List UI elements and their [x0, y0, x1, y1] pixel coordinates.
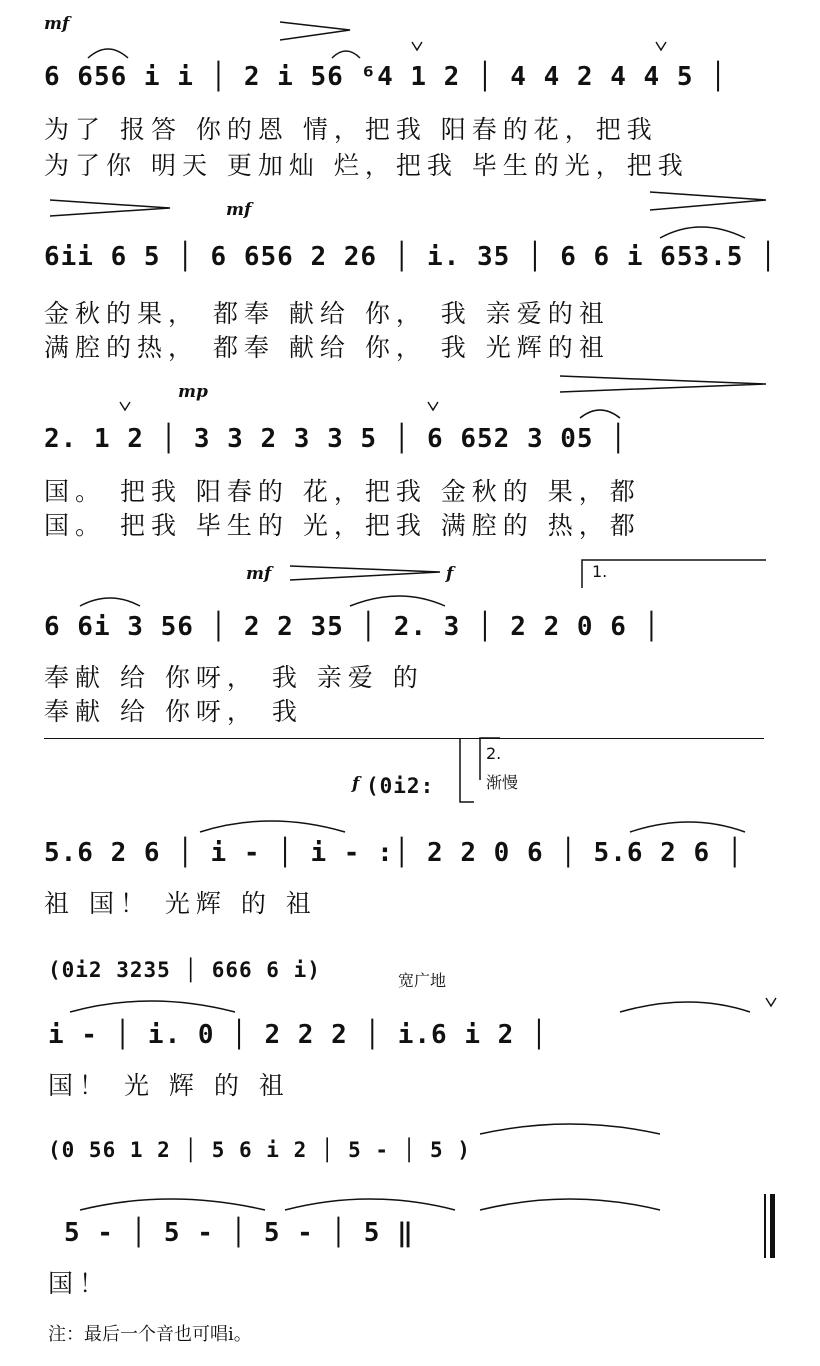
note-row: 6 656 i i │ 2 i 56 ⁶4 1 2 │ 4 4 2 4 4 5 │: [44, 62, 727, 92]
note-row: i - │ i. 0 │ 2 2 2 │ i.6 i 2 │: [48, 1020, 548, 1050]
phrase-marks: [0, 370, 820, 540]
phrase-marks: [0, 730, 820, 930]
note-row: 5 - │ 5 - │ 5 - │ 5 ‖: [64, 1218, 414, 1248]
note-row: 6ii 6 5 │ 6 656 2 26 │ i. 35 │ 6 6 i 653.5 │: [44, 242, 777, 272]
dynamic-mark: mf: [226, 200, 252, 220]
staff-system-1: [0, 0, 820, 190]
volta-label: 1.: [592, 562, 608, 581]
tempo-mark: 宽广地: [398, 971, 447, 990]
final-barline: [770, 1194, 775, 1258]
dynamic-mark: mp: [178, 382, 208, 402]
staff-system-5: [0, 730, 820, 930]
staff-system-7: [0, 1100, 820, 1300]
lyric-line-2: 国。 把我 毕生的 光，把我 满腔的 热，都: [44, 511, 641, 540]
lyric-line-1: 为了 报答 你的恩 情，把我 阳春的花，把我: [44, 115, 658, 144]
lyric-line-1: 国。 把我 阳春的 花，把我 金秋的 果，都: [44, 477, 641, 506]
lyric-line-1: 国！: [48, 1269, 111, 1298]
lyric-line-1: 祖 国！ 光辉 的 祖: [44, 889, 317, 918]
phrase-marks: [0, 0, 820, 190]
note-row: 6 6i 3 56 │ 2 2 35 │ 2. 3 │ 2 2 0 6 │: [44, 612, 661, 642]
interlude-notes: (0i2 3235 │ 666 6 i): [48, 958, 321, 982]
dynamic-mark: f: [352, 774, 360, 794]
lyric-line-1: 国！ 光 辉 的 祖: [48, 1071, 290, 1100]
lyric-line-2: 为了你 明天 更加灿 烂，把我 毕生的光，把我: [44, 151, 689, 180]
lyric-line-2: 满腔的热， 都奉 献给 你， 我 光辉的祖: [44, 333, 610, 362]
phrase-marks: [0, 1100, 820, 1300]
staff-system-6: [0, 930, 820, 1100]
dynamic-mark: f: [446, 564, 454, 584]
dynamic-mark: mf: [246, 564, 272, 584]
intro-notes: (0i2:: [366, 774, 435, 798]
volta-label: 2.: [486, 744, 502, 763]
staff-system-4: [0, 540, 820, 730]
staff-system-2: [0, 190, 820, 370]
phrase-marks: [0, 930, 820, 1100]
note-row: 5.6 2 6 │ i - │ i - :│ 2 2 0 6 │ 5.6 2 6 │: [44, 838, 744, 868]
lyric-line-1: 奉献 给 你呀， 我 亲爱 的: [44, 663, 424, 692]
staff-system-3: [0, 370, 820, 540]
tempo-mark: 渐慢: [486, 773, 519, 792]
phrase-marks: [0, 540, 820, 730]
barline: [764, 1194, 766, 1258]
footnote: 注：最后一个音也可唱i。: [48, 1324, 252, 1345]
interlude-notes: (0 56 1 2 │ 5 6 i 2 │ 5 - │ 5 ): [48, 1138, 471, 1162]
phrase-marks: [0, 190, 820, 370]
dynamic-mark: mf: [44, 14, 70, 34]
lyric-line-2: 奉献 给 你呀， 我: [44, 697, 303, 726]
lyric-line-1: 金秋的果， 都奉 献给 你， 我 亲爱的祖: [44, 299, 610, 328]
note-row: 2. 1 2 │ 3 3 2 3 3 5 │ 6 652 3 05 │: [44, 424, 627, 454]
